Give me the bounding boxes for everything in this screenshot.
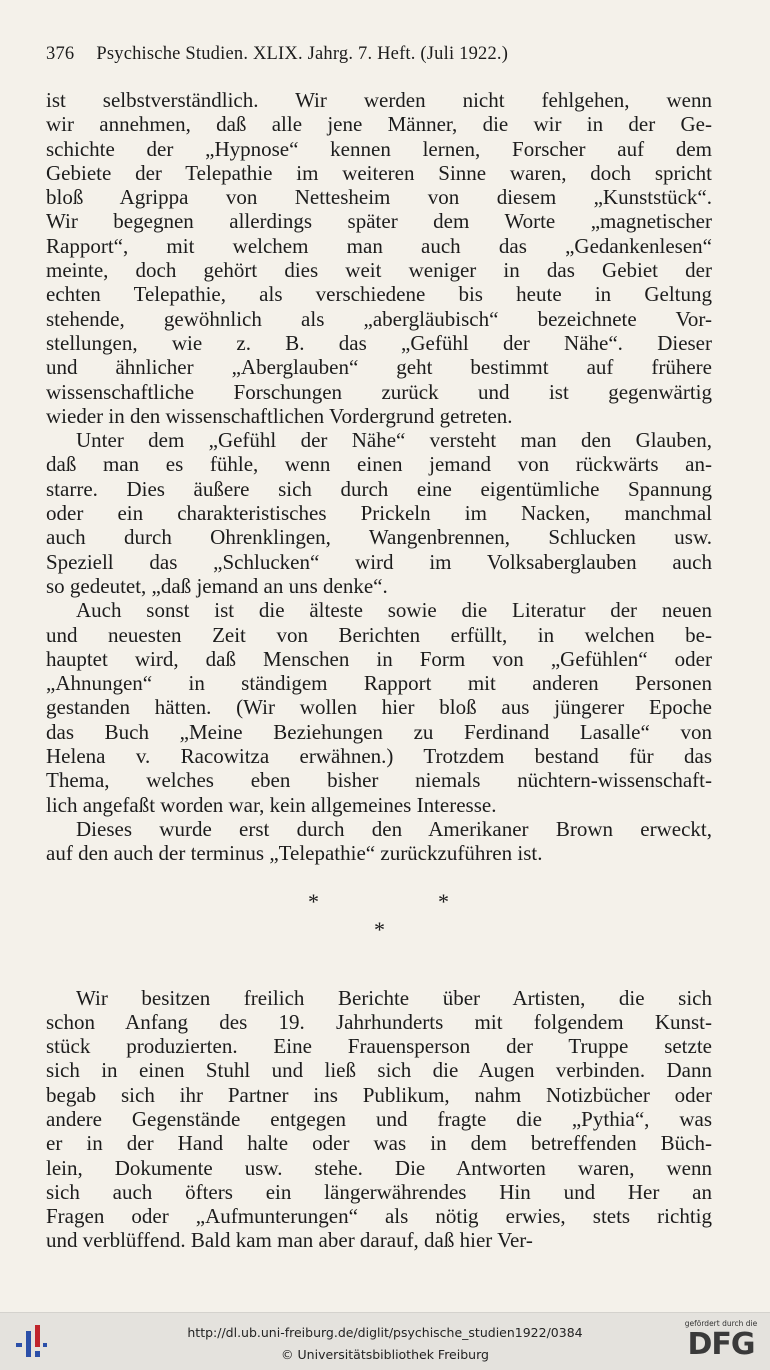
text-line: meinte, doch gehört dies weit weniger in das Gebiet der [46,258,712,283]
dfg-logo [680,1319,762,1367]
text-line: stehende, gewöhnlich als „abergläubisch“ bezeichnete Vor- [46,306,712,331]
text-line: wir annehmen, daß alle jene Männer, die wir in der Ge- [46,112,712,137]
text-line: Wir begegnen allerdings später dem Worte „magnetischer [46,209,712,234]
text-line: so gedeutet, „daß jemand an uns denke“. [46,573,388,598]
text-line: schichte der „Hypnose“ kennen lernen, Forscher auf dem [46,136,712,161]
text-line: stellungen, wie z. B. das „Gefühl der Nähe“. Dieser [46,330,712,355]
text-line: sich auch öfters ein längerwährendes Hin und Her an [46,1179,712,1204]
text-line: Rapport“, mit welchem man auch das „Gedankenlesen“ [46,233,712,258]
separator-star: * [374,916,385,942]
running-header [46,44,716,65]
text-line: wieder in den wissenschaftlichen Vordergrund getreten. [46,403,513,428]
text-line: oder ein charakteristisches Prickeln im Nacken, manchmal [46,501,712,526]
text-line: auf den auch der terminus „Telepathie“ zurückzuführen ist. [46,841,543,866]
text-line: Fragen oder „Aufmunterungen“ als nötig erwies, stets richtig [46,1204,712,1229]
text-line: er in der Hand halte oder was in dem betreffenden Büch- [46,1131,712,1156]
text-line: Speziell das „Schlucken“ wird im Volksaberglauben auch [46,549,712,574]
dfg-wordmark: DFG [687,1327,755,1362]
text-line: „Ahnungen“ in ständigem Rapport mit anderen Personen [46,671,712,696]
viewer-footer [0,1312,770,1370]
text-line: wissenschaftliche Forschungen zurück und ist gegenwärtig [46,379,712,404]
paragraph [46,428,712,598]
text-line: und verblüffend. Bald kam man aber darauf, daß hier Ver- [46,1228,533,1253]
text-line: Gebiete der Telepathie im weiteren Sinne waren, doch spricht [46,160,712,185]
paragraph [46,88,712,428]
text-line: stück produzierten. Eine Frauensperson der Truppe setzte [46,1034,712,1059]
text-line: schon Anfang des 19. Jahrhunderts mit folgendem Kunst- [46,1009,712,1034]
text-line: und neuesten Zeit von Berichten erfüllt, in welchen be- [46,622,712,647]
text-line: echten Telepathie, als verschiedene bis heute in Geltung [46,282,712,307]
text-line: hauptet wird, daß Menschen in Form von „Gefühlen“ oder [46,646,712,671]
copyright-notice: © Universitätsbibliothek Freiburg [281,1347,489,1362]
text-line: Wir besitzen freilich Berichte über Artisten, die sich [76,985,712,1010]
text-line: und ähnlicher „Aberglauben“ geht bestimmt auf frühere [46,355,712,380]
source-url[interactable]: http://dl.ub.uni-freiburg.de/diglit/psychische_studien1922/0384 [187,1325,583,1340]
separator-star: * [438,888,449,914]
separator-star: * [308,888,319,914]
section-separator [46,866,712,986]
text-line: das Buch „Meine Beziehungen zu Ferdinand Lasalle“ von [46,719,712,744]
text-line: Thema, welches eben bisher niemals nüchtern-wissenschaft- [46,768,712,793]
text-line: sich in einen Stuhl und ließ sich die Augen verbinden. Dann [46,1058,712,1083]
text-line: auch durch Ohrenklingen, Wangenbrennen, Schlucken usw. [46,525,712,550]
text-line: Helena v. Racowitza erwähnen.) Trotzdem bestand für das [46,744,712,769]
text-line: gestanden hätten. (Wir wollen hier bloß aus jüngerer Epoche [46,695,712,720]
text-line: bloß Agrippa von Nettesheim von diesem „Kunststück“. [46,185,712,210]
dfg-tagline: gefördert durch die [684,1319,758,1328]
paragraph [46,817,712,866]
page-number: 376 [46,44,75,64]
text-line: ist selbstverständlich. Wir werden nicht fehlgehen, wenn [46,88,712,112]
text-line: Dieses wurde erst durch den Amerikaner Brown erweckt, [76,816,712,841]
text-line: Auch sonst ist die älteste sowie die Literatur der neuen [76,598,712,623]
text-line: lein, Dokumente usw. stehe. Die Antworten waren, wenn [46,1155,712,1180]
text-line: Unter dem „Gefühl der Nähe“ versteht man den Glauben, [76,428,712,453]
text-line: starre. Dies äußere sich durch eine eigentümliche Spannung [46,476,712,501]
paragraph [46,598,712,817]
paragraph [46,986,712,1253]
running-title: Psychische Studien. XLIX. Jahrg. 7. Heft. (Juli 1922.) [96,44,509,64]
text-line: andere Gegenstände entgegen und fragte die „Pythia“, was [46,1106,712,1131]
text-line: daß man es fühle, wenn einen jemand von rückwärts an- [46,452,712,477]
text-line: begab sich ihr Partner ins Publikum, nahm Notizbücher oder [46,1082,712,1107]
text-line: lich angefaßt worden war, kein allgemeines Interesse. [46,792,497,817]
body-text [46,88,712,1253]
